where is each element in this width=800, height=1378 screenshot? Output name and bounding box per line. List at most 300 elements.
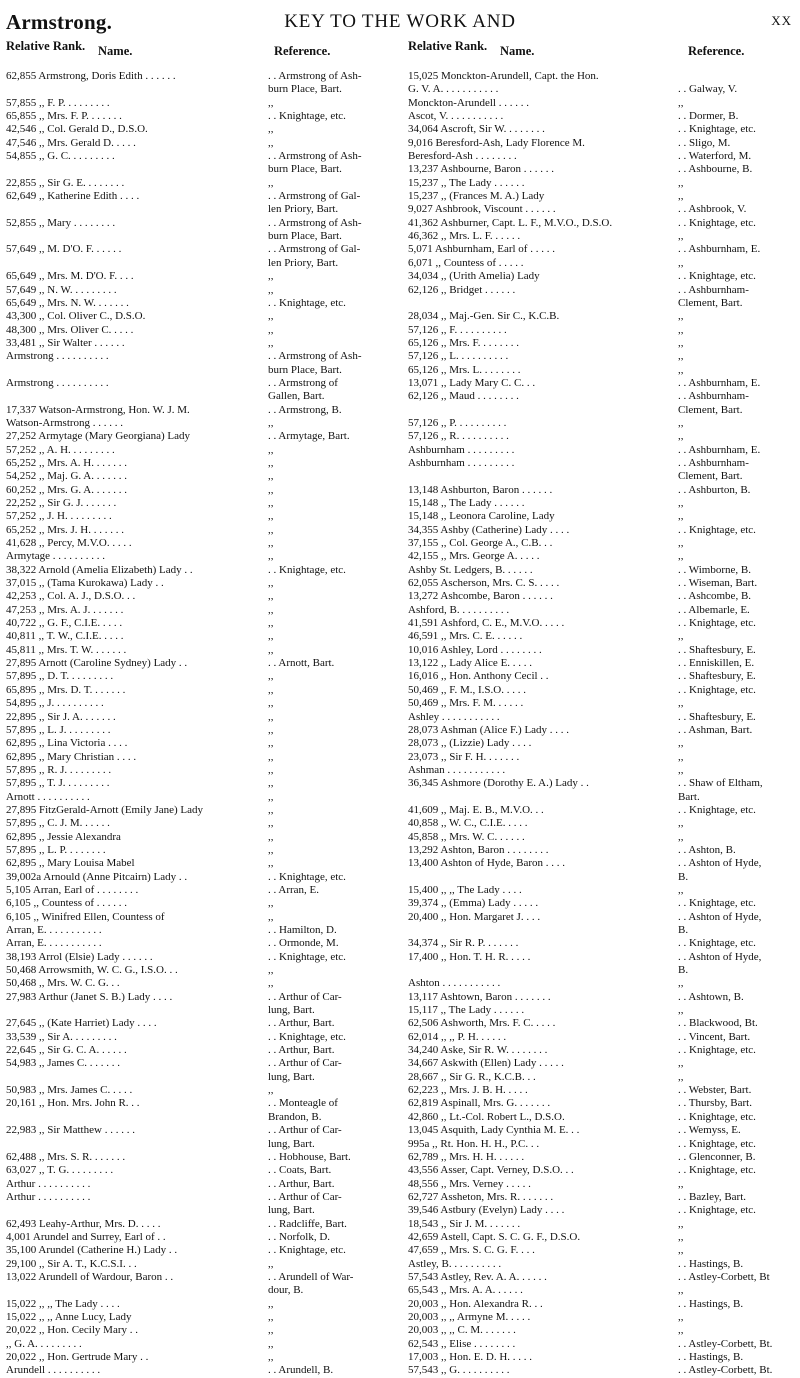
entry-name: 20,003 ,, Hon. Alexandra R. . . xyxy=(408,1297,543,1310)
entry-name: 36,345 Ashmore (Dorothy E. A.) Lady . . xyxy=(408,777,589,790)
entry-reference: . . Ashburnham, E. xyxy=(678,443,761,456)
entry-reference: ,, xyxy=(678,550,684,563)
entry-row xyxy=(408,70,800,83)
entry-name: 62,506 Ashworth, Mrs. F. C. . . . . xyxy=(408,1017,556,1030)
entry-reference: ,, xyxy=(268,483,274,496)
entry-name: 65,126 ,, Mrs. F. . . . . . . . xyxy=(408,336,519,349)
entry-name: 62,895 ,, Mary Christian . . . . xyxy=(6,750,137,763)
entry-row xyxy=(408,617,800,630)
entry-row xyxy=(6,857,394,870)
entry-row xyxy=(408,1004,800,1017)
entry-row xyxy=(6,924,394,937)
entry-row xyxy=(408,83,800,96)
entry-name: 28,073 ,, (Lizzie) Lady . . . . xyxy=(408,737,532,750)
entry-row xyxy=(6,577,394,590)
entry-reference: . . Knightage, etc. xyxy=(268,950,346,963)
entry-name: 37,155 ,, Col. George A., C.B. . . xyxy=(408,537,553,550)
entry-name: 27,645 ,, (Kate Harriet) Lady . . . . xyxy=(6,1017,157,1030)
entry-name: 13,272 Ashcombe, Baron . . . . . . xyxy=(408,590,553,603)
entry-name: 5,105 Arran, Earl of . . . . . . . . xyxy=(6,883,139,896)
entry-row xyxy=(408,630,800,643)
entry-row xyxy=(6,310,394,323)
entry-row xyxy=(408,1258,800,1271)
entry-name: 20,400 ,, Hon. Margaret J. . . . xyxy=(408,910,541,923)
entry-row xyxy=(408,1084,800,1097)
entry-row xyxy=(6,911,394,924)
entry-reference: ,, xyxy=(678,363,684,376)
entry-row xyxy=(6,1204,394,1217)
entry-name: 15,022 ,, ,, The Lady . . . . xyxy=(6,1297,120,1310)
entry-reference: . . Arthur, Bart. xyxy=(268,1017,335,1030)
entry-row xyxy=(6,1311,394,1324)
entry-name: 13,237 Ashbourne, Baron . . . . . . xyxy=(408,163,555,176)
entry-row xyxy=(408,123,800,136)
entry-reference: ,, xyxy=(268,1337,274,1350)
entry-reference: ,, xyxy=(268,470,274,483)
entry-reference: ,, xyxy=(268,964,274,977)
entry-name: 65,649 ,, Mrs. M. D'O. F. . . . xyxy=(6,270,134,283)
entry-row xyxy=(408,871,800,884)
entry-row xyxy=(408,444,800,457)
entry-name: 39,002a Arnould (Anne Pitcairn) Lady . . xyxy=(6,870,188,883)
entry-name: 57,895 ,, D. T. . . . . . . . . xyxy=(6,670,114,683)
entry-row xyxy=(6,1284,394,1297)
entry-name: G. V. A. . . . . . . . . . . xyxy=(408,83,499,96)
entry-row xyxy=(6,1364,394,1377)
entry-name: Ashman . . . . . . . . . . . xyxy=(408,763,506,776)
entry-name: ,, G. A. . . . . . . . . xyxy=(6,1337,82,1350)
entry-row xyxy=(408,1124,800,1137)
entry-name: 62,126 ,, Bridget . . . . . . xyxy=(408,283,516,296)
entry-reference: . . Dormer, B. xyxy=(678,110,739,123)
entry-reference: . . Knightage, etc. xyxy=(678,617,756,630)
entry-reference: Brandon, B. xyxy=(268,1110,322,1123)
entry-name: 65,252 ,, Mrs. J. H. . . . . . . xyxy=(6,523,124,536)
entry-name: 38,193 Arrol (Elsie) Lady . . . . . . xyxy=(6,950,153,963)
entry-reference: . . Arthur of Car- xyxy=(268,1057,342,1070)
entry-row xyxy=(408,831,800,844)
entry-name: Astley, B. . . . . . . . . . xyxy=(408,1257,502,1270)
entry-row xyxy=(6,203,394,216)
entry-reference: ,, xyxy=(268,323,274,336)
page-number: XX xyxy=(771,13,792,28)
entry-row xyxy=(6,564,394,577)
entry-row xyxy=(408,310,800,323)
entry-name: 34,667 Askwith (Ellen) Lady . . . . . xyxy=(408,1057,564,1070)
entry-name: 20,161 ,, Hon. Mrs. John R. . . xyxy=(6,1097,140,1110)
entry-name: 65,895 ,, Mrs. D. T. . . . . . . xyxy=(6,683,126,696)
entry-reference: . . Hobhouse, Bart. xyxy=(268,1150,351,1163)
entry-reference: ,, xyxy=(678,1177,684,1190)
entry-row xyxy=(408,203,800,216)
entry-row xyxy=(6,404,394,417)
reference-header: Reference. xyxy=(274,44,331,58)
entry-name: 46,591 ,, Mrs. C. E. . . . . . xyxy=(408,630,523,643)
entry-name: 22,895 ,, Sir J. A. . . . . . . xyxy=(6,710,116,723)
entry-name: 15,022 ,, ,, Anne Lucy, Lady xyxy=(6,1310,132,1323)
entry-row xyxy=(6,510,394,523)
entry-reference: . . Waterford, M. xyxy=(678,150,752,163)
entry-reference: ,, xyxy=(678,1004,684,1017)
entry-row xyxy=(6,97,394,110)
entry-reference: . . Blackwood, Bt. xyxy=(678,1017,758,1030)
entry-reference: lung, Bart. xyxy=(268,1004,315,1017)
entry-row xyxy=(6,1244,394,1257)
entry-reference: ,, xyxy=(268,310,274,323)
entry-name: 37,015 ,, (Tama Kurokawa) Lady . . xyxy=(6,577,164,590)
entry-row xyxy=(6,711,394,724)
entry-reference: ,, xyxy=(678,883,684,896)
entry-reference: . . Ashton of Hyde, xyxy=(678,857,762,870)
entry-row xyxy=(6,137,394,150)
entry-reference: ,, xyxy=(268,270,274,283)
entry-reference: . . Coats, Bart. xyxy=(268,1164,332,1177)
entry-reference: ,, xyxy=(678,1057,684,1070)
entry-name: 27,983 Arthur (Janet S. B.) Lady . . . . xyxy=(6,990,173,1003)
entry-row xyxy=(408,524,800,537)
entry-reference: . . Wimborne, B. xyxy=(678,563,751,576)
entry-row xyxy=(408,350,800,363)
entry-row xyxy=(408,1151,800,1164)
entry-row xyxy=(6,123,394,136)
entry-name: Ashburnham . . . . . . . . . xyxy=(408,443,515,456)
entry-name: 57,895 ,, L. J. . . . . . . . . xyxy=(6,723,111,736)
entry-name: 62,895 ,, Lina Victoria . . . . xyxy=(6,737,128,750)
entry-name: 57,543 Astley, Rev. A. A. . . . . . xyxy=(408,1270,547,1283)
entry-row xyxy=(6,270,394,283)
entry-name: 995a ,, Rt. Hon. H. H., P.C. . . xyxy=(408,1137,540,1150)
entry-name: 15,237 ,, (Frances M. A.) Lady xyxy=(408,190,545,203)
entry-reference: ,, xyxy=(678,630,684,643)
entry-name: 15,148 ,, Leonora Caroline, Lady xyxy=(408,510,555,523)
entry-row xyxy=(408,751,800,764)
entry-row xyxy=(6,163,394,176)
entry-name: 13,022 Arundell of Wardour, Baron . . xyxy=(6,1270,174,1283)
entry-reference: len Priory, Bart. xyxy=(268,203,339,216)
entry-row xyxy=(408,377,800,390)
entry-reference: . . Ashburnham, E. xyxy=(678,376,761,389)
entry-reference: . . Hamilton, D. xyxy=(268,924,337,936)
entry-name: Arnott . . . . . . . . . . xyxy=(6,790,90,803)
entry-row xyxy=(6,417,394,430)
entry-reference: . . Knightage, etc. xyxy=(678,1110,756,1123)
entry-name: 10,016 Ashley, Lord . . . . . . . . xyxy=(408,643,542,656)
entry-row xyxy=(408,417,800,430)
entry-reference: . . Knightage, etc. xyxy=(678,523,756,536)
entry-name: 39,546 Astbury (Evelyn) Lady . . . . xyxy=(408,1204,565,1217)
entry-row xyxy=(408,484,800,497)
entry-row xyxy=(408,257,800,270)
entry-reference: ,, xyxy=(268,550,274,563)
entry-reference: lung, Bart. xyxy=(268,1137,315,1150)
entry-reference: ,, xyxy=(678,763,684,776)
entry-row xyxy=(6,964,394,977)
entry-row xyxy=(408,791,800,804)
entry-reference: ,, xyxy=(268,697,274,710)
entry-row xyxy=(408,577,800,590)
entry-name: 62,819 Aspinall, Mrs. G. . . . . . . xyxy=(408,1097,551,1110)
entry-reference: ,, xyxy=(268,763,274,776)
entry-name: 57,895 ,, C. J. M. . . . . . xyxy=(6,817,110,830)
entry-reference: ,, xyxy=(678,497,684,509)
entry-name: 62,727 Assheton, Mrs. R. . . . . . . xyxy=(408,1190,554,1203)
entry-row xyxy=(6,217,394,230)
entry-row xyxy=(408,457,800,470)
entry-row xyxy=(408,1204,800,1217)
entry-reference: . . Ashton of Hyde, xyxy=(678,910,762,923)
entry-row xyxy=(6,844,394,857)
entry-row xyxy=(6,257,394,270)
entry-row xyxy=(408,1324,800,1337)
entry-row xyxy=(6,350,394,363)
entry-row xyxy=(408,190,800,203)
entry-reference: . . Bazley, Bart. xyxy=(678,1190,747,1203)
entry-name: 48,300 ,, Mrs. Oliver C. . . . . xyxy=(6,323,134,336)
entry-reference: . . Ashburnham, E. xyxy=(678,243,761,256)
entry-row xyxy=(408,884,800,897)
entry-reference: ,, xyxy=(678,510,684,523)
entry-reference: ,, xyxy=(678,1310,684,1323)
entry-name: 13,148 Ashburton, Baron . . . . . . xyxy=(408,483,553,496)
entry-row xyxy=(408,297,800,310)
entry-name: 34,240 Aske, Sir R. W. . . . . . . . xyxy=(408,1044,548,1057)
page-header xyxy=(0,0,800,34)
entry-row xyxy=(6,230,394,243)
entry-name: 34,064 Ascroft, Sir W. . . . . . . . xyxy=(408,123,545,136)
entry-name: 54,855 ,, G. C. . . . . . . . . xyxy=(6,150,115,163)
entry-row xyxy=(408,1044,800,1057)
entry-reference: ,, xyxy=(268,603,274,616)
entry-row xyxy=(6,1097,394,1110)
entry-name: Watson-Armstrong . . . . . . xyxy=(6,416,124,429)
entry-reference: . . Glenconner, B. xyxy=(678,1150,756,1163)
entry-row xyxy=(6,670,394,683)
entry-row xyxy=(6,1218,394,1231)
entry-name: Arthur . . . . . . . . . . xyxy=(6,1177,91,1190)
entry-row xyxy=(408,1311,800,1324)
entry-reference: . . Hastings, B. xyxy=(678,1297,744,1310)
entry-name: Beresford-Ash . . . . . . . . xyxy=(408,150,517,163)
entry-row xyxy=(6,70,394,83)
entry-reference: . . Ashtown, B. xyxy=(678,990,744,1003)
entry-reference: . . Webster, Bart. xyxy=(678,1084,752,1097)
entry-name: 39,374 ,, (Emma) Lady . . . . . xyxy=(408,897,539,910)
entry-name: 23,073 ,, Sir F. H. . . . . . . xyxy=(408,750,520,763)
entry-reference: . . Knightage, etc. xyxy=(678,937,756,950)
entry-name: 15,025 Monckton-Arundell, Capt. the Hon. xyxy=(408,70,599,82)
entry-reference: . . Vincent, Bart. xyxy=(678,1030,751,1043)
entry-row xyxy=(6,150,394,163)
entry-reference: ,, xyxy=(678,1217,684,1230)
entry-name: 15,237 ,, The Lady . . . . . . xyxy=(408,176,525,189)
entry-name: Arran, E. . . . . . . . . . . xyxy=(6,937,102,950)
entry-reference: . . Ashburnham- xyxy=(678,456,749,469)
entry-reference: burn Place, Bart. xyxy=(268,163,342,176)
entry-row xyxy=(408,1298,800,1311)
entry-reference: . . Shaftesbury, E. xyxy=(678,710,756,723)
entry-name: Arthur . . . . . . . . . . xyxy=(6,1190,91,1203)
entry-name: 65,543 ,, Mrs. A. A. . . . . . xyxy=(408,1284,523,1297)
entry-row xyxy=(408,1057,800,1070)
entry-row xyxy=(6,524,394,537)
right-entries xyxy=(408,70,800,1378)
entry-name: 28,073 Ashman (Alice F.) Lady . . . . xyxy=(408,723,570,736)
entry-name: 50,468 Arrowsmith, W. C. G., I.S.O. . . xyxy=(6,964,178,977)
entry-row xyxy=(6,657,394,670)
entry-row xyxy=(408,284,800,297)
entry-row xyxy=(408,510,800,523)
entry-name: 62,493 Leahy-Arthur, Mrs. D. . . . . xyxy=(6,1217,161,1230)
entry-name: 15,117 ,, The Lady . . . . . . xyxy=(408,1004,525,1017)
entry-name: Monckton-Arundell . . . . . . xyxy=(408,96,529,109)
entry-reference: Clement, Bart. xyxy=(678,403,743,416)
entry-reference: . . Armstrong of Gal- xyxy=(268,190,361,203)
entry-name: Ashley . . . . . . . . . . . xyxy=(408,710,500,723)
entry-reference: ,, xyxy=(678,1284,684,1297)
entry-name: 4,001 Arundel and Surrey, Earl of . . xyxy=(6,1230,166,1243)
entry-reference: ,, xyxy=(268,537,274,550)
entry-reference: ,, xyxy=(268,683,274,696)
entry-name: 57,252 ,, A. H. . . . . . . . . xyxy=(6,443,115,456)
entry-reference: . . Albemarle, E. xyxy=(678,603,750,616)
entry-reference: ,, xyxy=(268,443,274,456)
entry-row xyxy=(6,1044,394,1057)
entry-reference: ,, xyxy=(268,1257,274,1270)
entry-row xyxy=(6,243,394,256)
entry-name: 13,117 Ashtown, Baron . . . . . . . xyxy=(408,990,551,1003)
entry-reference: . . Ashton, B. xyxy=(678,843,736,856)
entry-reference: . . Knightage, etc. xyxy=(678,1044,756,1057)
entry-row xyxy=(408,324,800,337)
entry-row xyxy=(408,657,800,670)
entry-row xyxy=(408,97,800,110)
entry-name: 34,355 Ashby (Catherine) Lady . . . . xyxy=(408,523,570,536)
entry-row xyxy=(408,1138,800,1151)
entry-row xyxy=(408,737,800,750)
entry-name: 15,148 ,, The Lady . . . . . . xyxy=(408,497,525,509)
entry-reference: ,, xyxy=(678,697,684,710)
entry-row xyxy=(408,1351,800,1364)
entry-row xyxy=(408,1097,800,1110)
entry-row xyxy=(408,163,800,176)
entry-reference: . . Knightage, etc. xyxy=(678,683,756,696)
entry-reference: ,, xyxy=(268,523,274,536)
entry-reference: . . Arthur, Bart. xyxy=(268,1044,335,1057)
entry-reference: ,, xyxy=(268,497,274,509)
entry-name: 62,543 ,, Elise . . . . . . . . xyxy=(408,1337,516,1350)
entry-reference: . . Knightage, etc. xyxy=(678,216,756,229)
entry-reference: . . Ashbourne, B. xyxy=(678,163,753,176)
entry-reference: ,, xyxy=(268,456,274,469)
entry-reference: . . Thursby, Bart. xyxy=(678,1097,752,1110)
entry-reference: ,, xyxy=(268,1351,274,1363)
entry-reference: ,, xyxy=(268,817,274,830)
entry-row xyxy=(6,284,394,297)
entry-row xyxy=(6,871,394,884)
entry-row xyxy=(408,1364,800,1377)
entry-reference: ,, xyxy=(268,710,274,723)
entry-name: 20,022 ,, Hon. Cecily Mary . . xyxy=(6,1324,138,1337)
entry-name: 62,223 ,, Mrs. J. B. H. . . . . xyxy=(408,1084,528,1097)
entry-reference: . . Knightage, etc. xyxy=(678,1204,756,1217)
entry-reference: ,, xyxy=(268,336,274,349)
entry-name: 40,858 ,, W. C., C.I.E. . . . . xyxy=(408,817,528,830)
entry-row xyxy=(6,1057,394,1070)
entry-name: 57,855 ,, F. P. . . . . . . . . xyxy=(6,96,110,109)
entry-reference: . . Ashman, Bart. xyxy=(678,723,753,736)
entry-reference: burn Place, Bart. xyxy=(268,230,342,243)
entry-reference: burn Place, Bart. xyxy=(268,363,342,376)
entry-reference: . . Armstrong of xyxy=(268,376,338,389)
entry-name: 33,539 ,, Sir A. . . . . . . . . xyxy=(6,1030,117,1043)
entry-reference: ,, xyxy=(268,897,274,910)
entry-reference: ,, xyxy=(678,1070,684,1083)
entry-reference: . . Armstrong of Gal- xyxy=(268,243,361,256)
entry-row xyxy=(6,1071,394,1084)
entry-name: 50,469 ,, F. M., I.S.O. . . . . xyxy=(408,683,526,696)
entry-name: Ashton . . . . . . . . . . . xyxy=(408,977,501,990)
entry-name: 62,789 ,, Mrs. H. H. . . . . . xyxy=(408,1150,525,1163)
entry-reference: ,, xyxy=(678,176,684,189)
entry-row xyxy=(6,550,394,563)
entry-name: 9,027 Ashbrook, Viscount . . . . . . xyxy=(408,203,556,216)
entry-row xyxy=(6,977,394,990)
entry-reference: ,, xyxy=(268,96,274,109)
entry-reference: ,, xyxy=(268,857,274,870)
entry-name: 6,071 ,, Countess of . . . . . xyxy=(408,256,524,269)
entry-reference: . . Knightage, etc. xyxy=(678,270,756,283)
entry-reference: . . Radcliffe, Bart. xyxy=(268,1217,347,1230)
entry-row xyxy=(408,764,800,777)
entry-reference: lung, Bart. xyxy=(268,1070,315,1083)
entry-row xyxy=(6,590,394,603)
entry-row xyxy=(6,1338,394,1351)
entry-reference: . . Wiseman, Bart. xyxy=(678,577,758,590)
entry-row xyxy=(408,1218,800,1231)
entry-reference: ,, xyxy=(268,577,274,590)
entry-reference: len Priory, Bart. xyxy=(268,256,339,269)
entry-name: 57,649 ,, N. W. . . . . . . . . xyxy=(6,283,117,296)
entry-reference: ,, xyxy=(678,1244,684,1257)
entry-row xyxy=(408,404,800,417)
entry-row xyxy=(6,537,394,550)
entry-reference: ,, xyxy=(268,803,274,816)
entry-reference: . . Knightage, etc. xyxy=(678,1164,756,1177)
entry-row xyxy=(6,1191,394,1204)
entry-row xyxy=(6,190,394,203)
entry-reference: B. xyxy=(678,870,689,883)
entry-name: 57,126 ,, L. . . . . . . . . . xyxy=(408,350,509,363)
entry-name: 42,860 ,, Lt.-Col. Robert L., D.S.O. xyxy=(408,1110,565,1123)
entry-row xyxy=(6,1084,394,1097)
entry-name: 41,591 Ashford, C. E., M.V.O. . . . . xyxy=(408,617,565,630)
entry-row xyxy=(6,177,394,190)
entry-name: 63,027 ,, T. G. . . . . . . . . xyxy=(6,1164,114,1177)
entry-name: 48,556 ,, Mrs. Verney . . . . . xyxy=(408,1177,531,1190)
entry-reference: . . Arran, E. xyxy=(268,883,320,896)
entry-row xyxy=(6,817,394,830)
entry-name: 20,003 ,, ,, C. M. . . . . . . xyxy=(408,1324,516,1337)
entry-name: 15,400 ,, ,, The Lady . . . . xyxy=(408,883,522,896)
entry-row xyxy=(6,777,394,790)
entry-row xyxy=(408,724,800,737)
entry-name: 20,003 ,, ,, Armyne M. . . . . xyxy=(408,1310,531,1323)
entry-name: 45,858 ,, Mrs. W. C. . . . . . xyxy=(408,830,525,843)
entry-reference: . . Sligo, M. xyxy=(678,136,731,149)
entry-name: 65,855 ,, Mrs. F. P. . . . . . . xyxy=(6,110,122,123)
entry-row xyxy=(6,604,394,617)
entry-name: Ashford, B. . . . . . . . . . xyxy=(408,603,510,616)
